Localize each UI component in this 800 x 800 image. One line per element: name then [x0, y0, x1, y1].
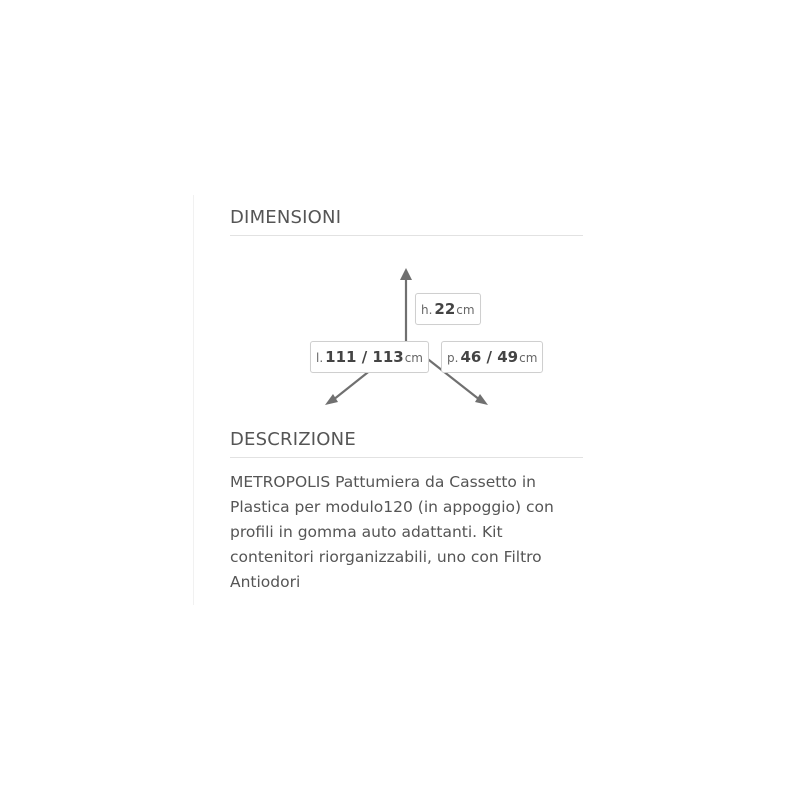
depth-label [441, 341, 543, 373]
height-arrowhead [400, 268, 412, 280]
height-label [415, 293, 481, 325]
depth-value: 46 / 49 [460, 348, 519, 366]
axis-arrows-graphic [300, 262, 550, 412]
depth-prefix: p. [447, 351, 459, 365]
depth-unit: cm [519, 351, 538, 365]
length-label [310, 341, 429, 373]
length-arrowhead [325, 394, 338, 405]
length-prefix: l. [316, 351, 324, 365]
product-description: METROPOLIS Pattumiera da Cassetto in Plastica per modulo120 (in appoggio) con profili in gomma auto adattanti. Kit contenitori riorganizzabili, uno con Filtro Antiodori [230, 473, 554, 591]
height-prefix: h. [421, 303, 433, 317]
height-unit: cm [456, 303, 475, 317]
description-title: DESCRIZIONE [230, 429, 583, 458]
length-value: 111 / 113 [325, 348, 404, 366]
length-unit: cm [404, 351, 423, 365]
dimensions-diagram [300, 262, 550, 412]
vertical-divider [193, 195, 194, 605]
depth-arrowhead [475, 394, 488, 405]
height-value: 22 [434, 300, 456, 318]
dimensions-title: DIMENSIONI [230, 207, 583, 236]
